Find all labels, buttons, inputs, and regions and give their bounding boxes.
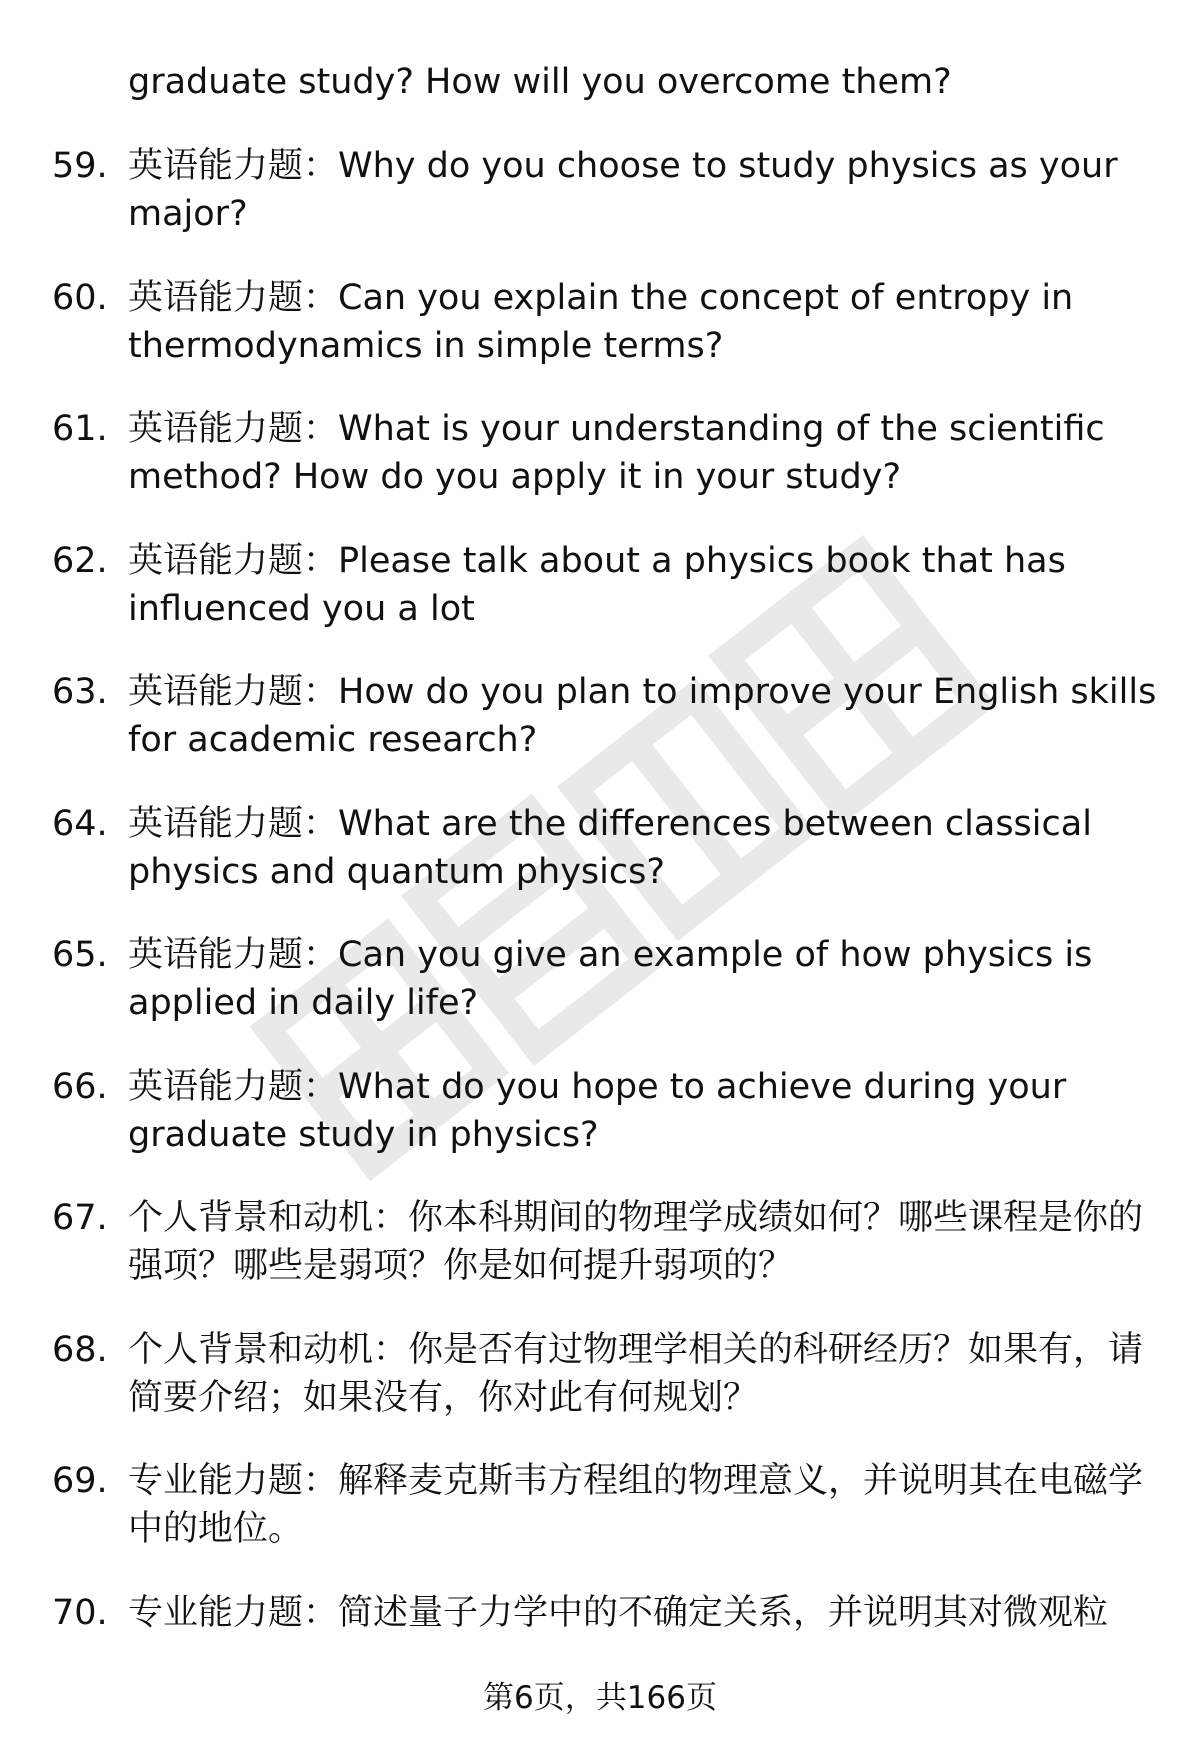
question-item [0,405,1200,537]
question-item [0,1063,1200,1195]
question-number: 63. [52,672,108,712]
question-text: 英语能力题：Why do you choose to study physics as your major? [128,146,1118,234]
question-text: 英语能力题：How do you plan to improve your English skills for academic research? [128,672,1157,760]
question-number: 62. [52,540,108,581]
question-item [0,668,1200,800]
question-number: 66. [52,1066,108,1107]
question-item [0,537,1200,669]
question-item [0,1194,1200,1326]
question-text: 个人背景和动机：你本科期间的物理学成绩如何？哪些课程是你的强项？哪些是弱项？你是如何提升弱项的？ [128,1198,1144,1286]
question-number: 69. [52,1461,108,1501]
question-item [0,931,1200,1063]
question-text: 英语能力题：What is your understanding of the scientific method? How do you apply it in your study? [128,409,1105,497]
question-number: 60. [52,277,108,318]
question-text: 英语能力题：Please talk about a physics book that has influenced you a lot [128,540,1066,629]
question-text: 专业能力题：简述量子力学中的不确定关系，并说明其对微观粒 [128,1592,1109,1633]
question-number: 64. [52,803,108,844]
question-item [0,800,1200,932]
page-footer: 第6页，共166页 [483,1680,717,1716]
question-number: 65. [52,935,108,975]
question-number: 61. [52,409,108,449]
question-list [0,142,1200,1720]
question-item [0,1457,1200,1589]
question-number: 59. [52,146,108,186]
question-item [0,1326,1200,1458]
question-text: 个人背景和动机：你是否有过物理学相关的科研经历？如果有，请简要介绍；如果没有，你对此有何规划？ [128,1329,1144,1418]
question-text: 英语能力题：What do you hope to achieve during your graduate study in physics? [128,1066,1067,1155]
question-number: 67. [52,1198,108,1238]
question-number: 68. [52,1329,108,1370]
question-text: 英语能力题：What are the differences between classical physics and quantum physics? [128,803,1092,892]
question-number: 70. [52,1592,108,1633]
question-text: 英语能力题：Can you give an example of how physics is applied in daily life? [128,935,1093,1023]
question-text: 英语能力题：Can you explain the concept of entropy in thermodynamics in simple terms? [128,277,1074,366]
question-item [0,274,1200,406]
continuation-text: graduate study? How will you overcome them? [128,62,952,102]
question-item [0,142,1200,274]
question-text: 专业能力题：解释麦克斯韦方程组的物理意义，并说明其在电磁学中的地位。 [128,1461,1144,1549]
